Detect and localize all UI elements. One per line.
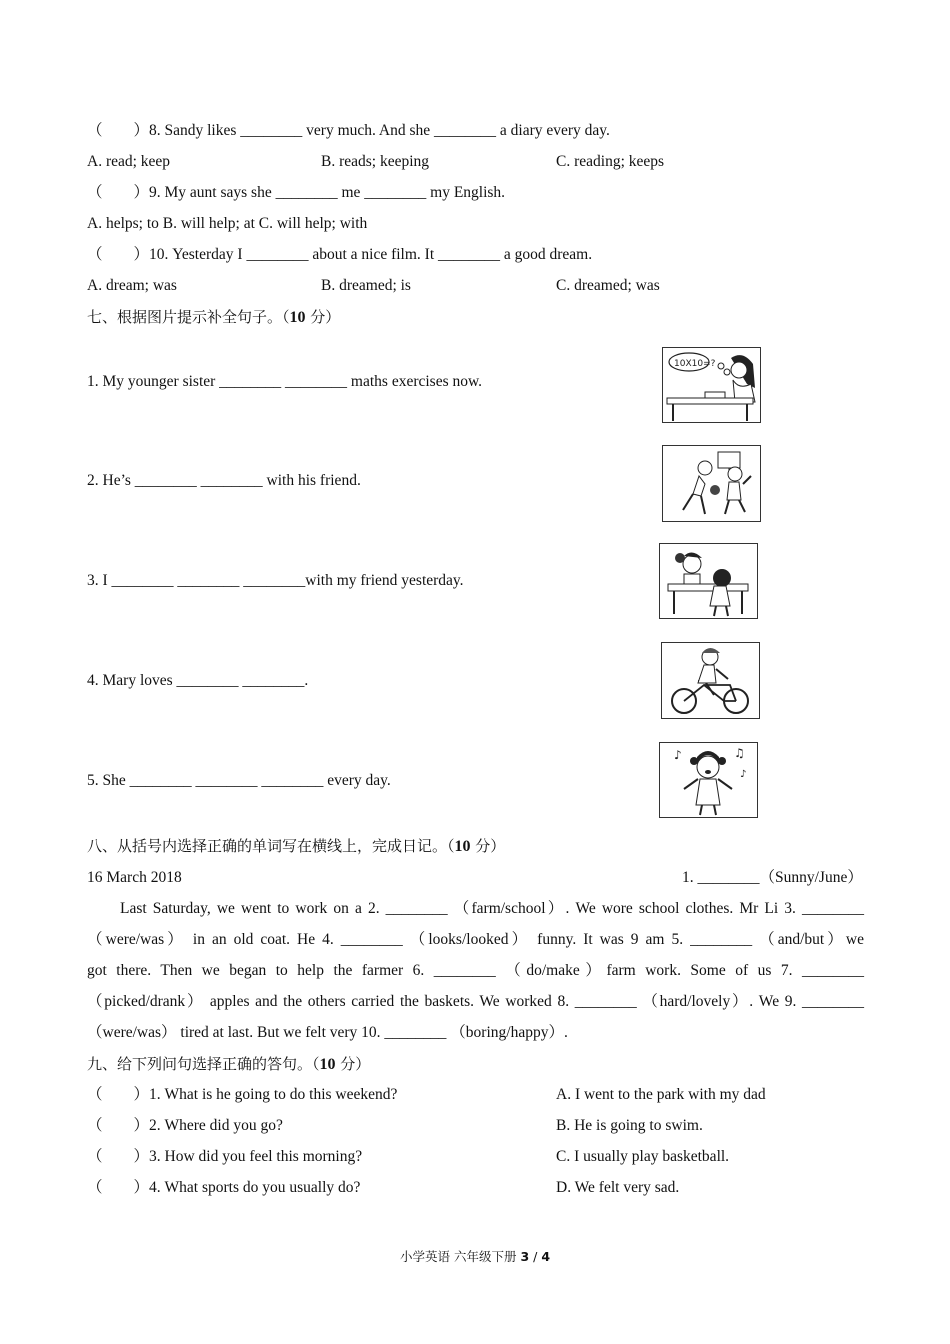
boys-playing-basketball-icon — [663, 446, 760, 521]
page-footer: 小学英语 六年级下册 3 / 4 — [399, 1249, 551, 1264]
diary-line-3: got there. Then we began to help the farmer 6. ________ （do/make）farm work. Some of us 7. ________ — [87, 962, 864, 979]
diary-line-5: （were/was） tired at last. But we felt very 10. ________ （boring/happy）. — [87, 1024, 568, 1041]
s7-item-3: 3. I ________ ________ ________with my friend yesterday. — [87, 572, 464, 589]
q8-option-a: A. read; keep — [87, 153, 171, 170]
diary-date: 16 March 2018 — [87, 869, 182, 886]
q10-option-c: C. dreamed; was — [556, 277, 660, 294]
q8-option-c: C. reading; keeps — [556, 153, 665, 170]
girl-riding-bike-icon — [662, 643, 759, 718]
svg-text:♪: ♪ — [674, 748, 682, 762]
section8-heading: 八、从括号内选择正确的单词写在横线上，完成日记。（10 分） — [87, 837, 506, 855]
s7-item-5: 5. She ________ ________ ________ every day. — [87, 772, 391, 789]
picture-riding-bike — [661, 642, 760, 719]
s7-item-2: 2. He’s ________ ________ with his friend. — [87, 472, 361, 489]
children-playing-table-tennis-icon — [660, 544, 757, 618]
s9-question-3: （ ）3. How did you feel this morning? — [87, 1148, 363, 1165]
picture-maths — [662, 347, 761, 423]
girl-doing-maths-icon — [663, 348, 760, 422]
diary-line-2: （were/was） in an old coat. He 4. ________ （looks/looked） funny. It was 9 am 5. ________ （and/but）we — [87, 931, 864, 948]
s9-answer-d: D. We felt very sad. — [556, 1179, 680, 1196]
picture-basketball — [662, 445, 761, 522]
svg-text:10X10=?: 10X10=? — [674, 359, 716, 369]
s7-item-1: 1. My younger sister ________ ________ maths exercises now. — [87, 373, 483, 390]
picture-singing — [659, 742, 758, 818]
svg-text:♪: ♪ — [740, 769, 747, 780]
s9-answer-a: A. I went to the park with my dad — [556, 1086, 766, 1103]
q9-options: A. helps; to B. will help; at C. will help; with — [87, 215, 368, 232]
girl-singing-icon — [660, 743, 757, 817]
diary-line-1: Last Saturday, we went to work on a 2. ________ （farm/school）. We wore school clothes. Mr Li 3. ________ — [120, 900, 864, 917]
q8-stem: （ ）8. Sandy likes ________ very much. And she ________ a diary every day. — [87, 122, 610, 139]
q10-option-b: B. dreamed; is — [321, 277, 411, 294]
q10-stem: （ ）10. Yesterday I ________ about a nice film. It ________ a good dream. — [87, 246, 593, 263]
s9-answer-b: B. He is going to swim. — [556, 1117, 703, 1134]
diary-q1: 1. ________（Sunny/June） — [682, 869, 863, 886]
q9-stem: （ ）9. My aunt says she ________ me ________ my English. — [87, 184, 506, 201]
s9-question-1: （ ）1. What is he going to do this weekend? — [87, 1086, 398, 1103]
picture-table-tennis — [659, 543, 758, 619]
section9-heading: 九、给下列问句选择正确的答句。（10 分） — [87, 1055, 371, 1073]
diary-line-4: （picked/drank） apples and the others carried the baskets. We worked 8. ________ （hard/lovely）. We 9. ________ — [87, 993, 864, 1010]
s9-question-4: （ ）4. What sports do you usually do? — [87, 1179, 361, 1196]
q8-option-b: B. reads; keeping — [321, 153, 430, 170]
s9-question-2: （ ）2. Where did you go? — [87, 1117, 283, 1134]
s7-item-4: 4. Mary loves ________ ________. — [87, 672, 309, 689]
q10-option-a: A. dream; was — [87, 277, 177, 294]
svg-text:♫: ♫ — [734, 746, 745, 760]
s9-answer-c: C. I usually play basketball. — [556, 1148, 730, 1165]
section7-heading: 七、根据图片提示补全句子。（10 分） — [87, 308, 341, 326]
